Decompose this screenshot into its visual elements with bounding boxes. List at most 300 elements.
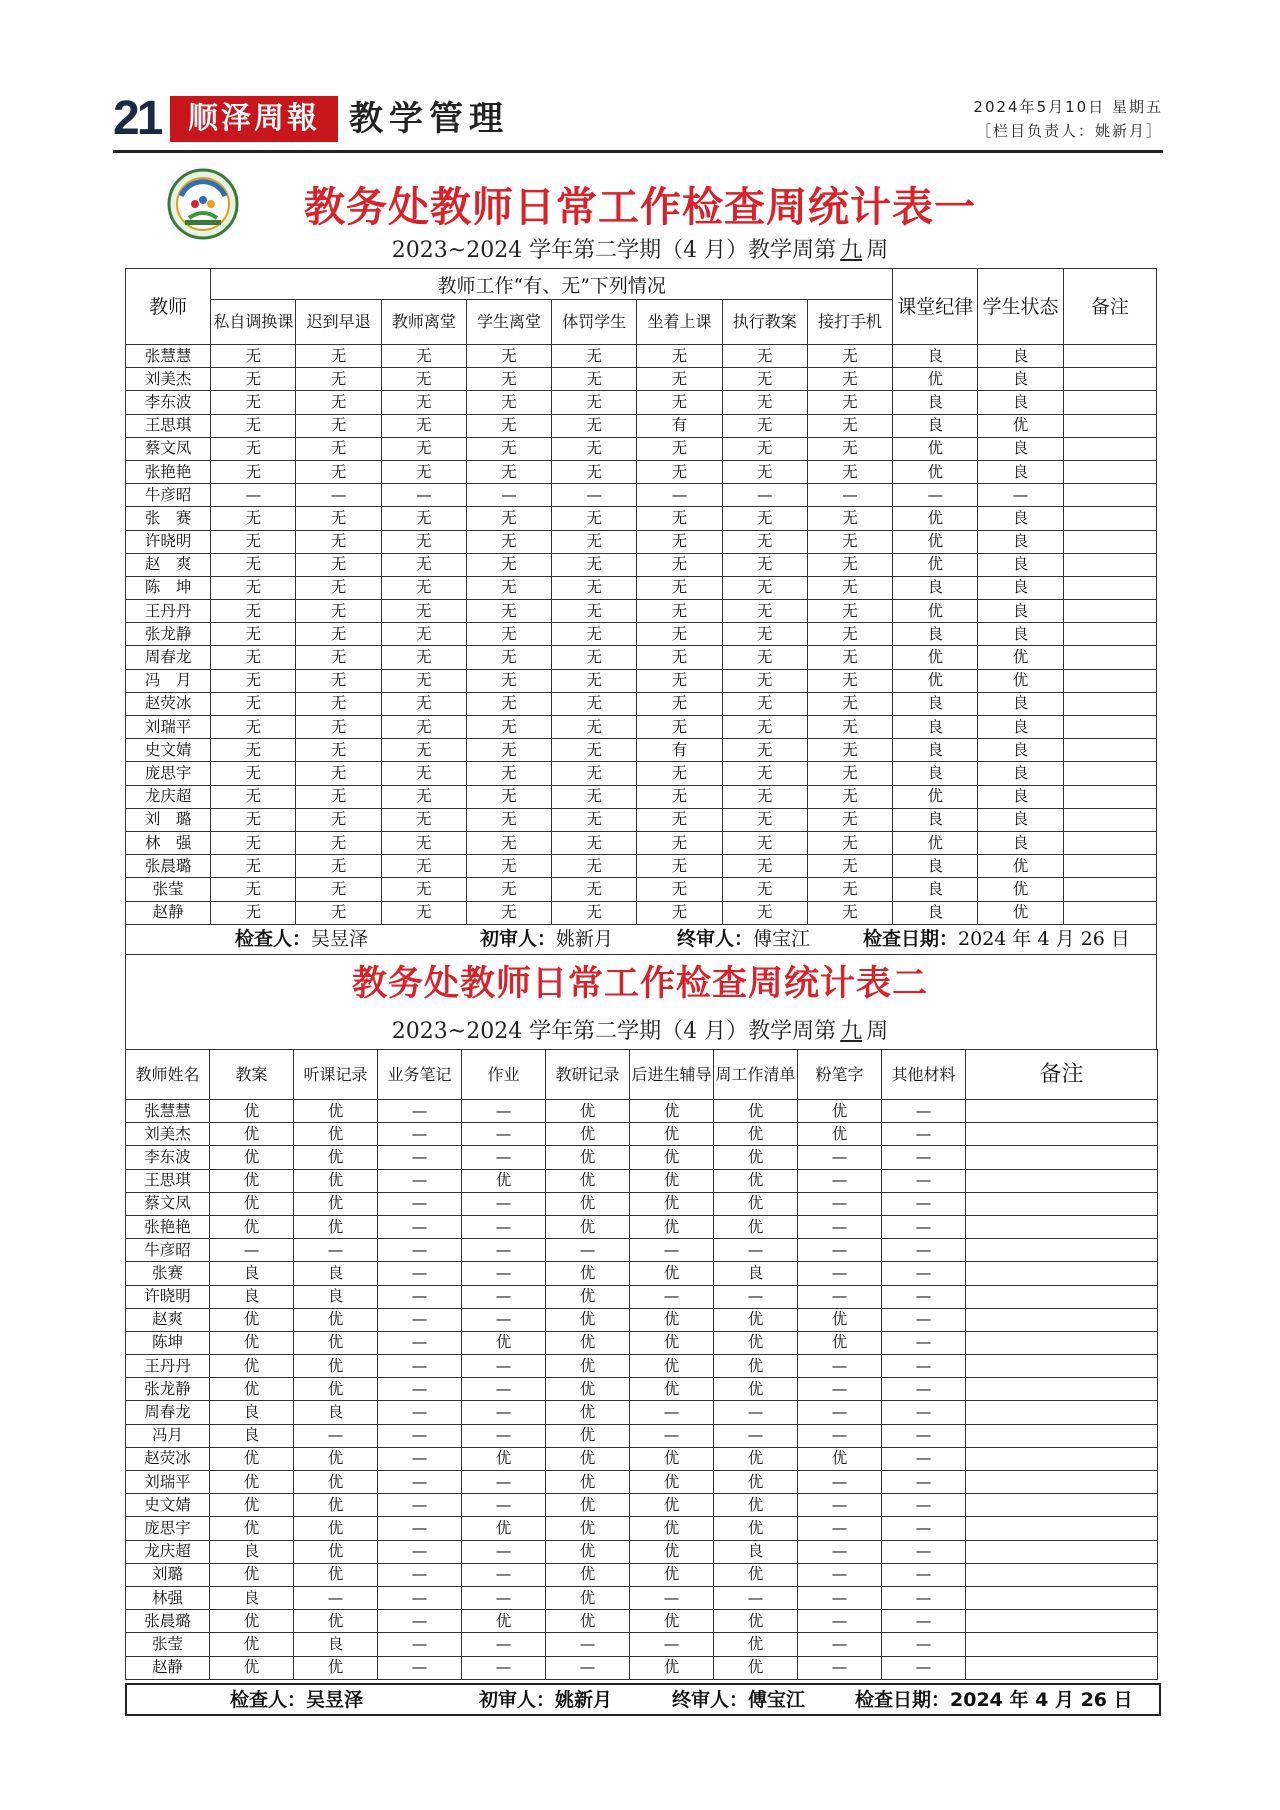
table-cell: 无 <box>552 414 637 437</box>
table-cell: 优 <box>714 1123 798 1146</box>
table-cell: 优 <box>893 831 978 854</box>
table-cell: 无 <box>807 437 892 460</box>
table-cell: 良 <box>893 739 978 762</box>
table-cell: 优 <box>294 1308 378 1331</box>
check-date-label: 检查日期： <box>863 928 959 950</box>
table-cell: 良 <box>210 1586 294 1609</box>
table-cell: 无 <box>637 623 722 646</box>
teacher-name-cell: 陈坤 <box>126 1331 210 1354</box>
first-reviewer-name: 姚新月 <box>555 1689 613 1711</box>
table-cell: 无 <box>722 530 807 553</box>
table-cell: 优 <box>210 1215 294 1238</box>
table-cell: 无 <box>807 785 892 808</box>
table-cell: 无 <box>466 623 551 646</box>
table-cell: 优 <box>714 1563 798 1586</box>
group-header: 教师工作“有、无”下列情况 <box>211 269 893 300</box>
table-cell: — <box>378 1169 462 1192</box>
table-cell: — <box>798 1517 882 1540</box>
table-cell <box>966 1424 1158 1447</box>
table-cell: 无 <box>211 414 296 437</box>
table-cell: 无 <box>296 762 381 785</box>
table-cell: 无 <box>381 437 466 460</box>
table-cell: 无 <box>296 855 381 878</box>
table-cell: 优 <box>546 1586 630 1609</box>
table-cell: 无 <box>381 530 466 553</box>
table-cell: — <box>714 1401 798 1424</box>
table-cell: 无 <box>296 345 381 368</box>
table-cell: 无 <box>466 831 551 854</box>
table-cell: 优 <box>630 1262 714 1285</box>
table-cell: 优 <box>546 1123 630 1146</box>
table-cell: — <box>882 1633 966 1656</box>
table-cell: 优 <box>630 1517 714 1540</box>
table-cell: — <box>378 1401 462 1424</box>
table-cell: 无 <box>552 692 637 715</box>
teacher-name-cell: 牛彦昭 <box>126 1239 210 1262</box>
teacher-name-cell: 赵静 <box>126 901 211 924</box>
table1-title: 教务处教师日常工作检查周统计表一 <box>304 183 976 231</box>
table-cell: 无 <box>637 391 722 414</box>
table-cell <box>1063 878 1156 901</box>
table-row <box>126 1308 1158 1331</box>
table-cell: — <box>294 1424 378 1447</box>
table-cell <box>966 1378 1158 1401</box>
table-cell: 优 <box>294 1355 378 1378</box>
table-cell: 优 <box>714 1378 798 1401</box>
table-cell: 无 <box>296 391 381 414</box>
table-cell: 无 <box>466 808 551 831</box>
table-cell: 无 <box>637 368 722 391</box>
table-row <box>126 1285 1158 1308</box>
table-cell: 无 <box>722 391 807 414</box>
table-row <box>126 716 1157 739</box>
table-cell: 有 <box>637 739 722 762</box>
table-cell: 优 <box>294 1563 378 1586</box>
table-cell: 无 <box>381 855 466 878</box>
table-cell: — <box>378 1192 462 1215</box>
table-cell: 无 <box>552 901 637 924</box>
table-cell: — <box>882 1146 966 1169</box>
check-date: 2024 年 4 月 26 日 <box>958 928 1130 950</box>
teacher-name-cell: 赵爽 <box>126 1308 210 1331</box>
table-cell: 良 <box>978 762 1063 785</box>
table-cell: 优 <box>714 1494 798 1517</box>
header-col: 业务笔记 <box>378 1050 462 1100</box>
teacher-name-cell: 林强 <box>126 1586 210 1609</box>
table-cell: — <box>462 1100 546 1123</box>
table-cell: 无 <box>381 345 466 368</box>
table-row <box>126 1215 1158 1238</box>
teacher-name-cell: 蔡文凤 <box>126 437 211 460</box>
table-cell: 无 <box>296 831 381 854</box>
table-cell: 无 <box>381 460 466 483</box>
weekly-check-table-2 <box>125 1049 1158 1680</box>
table-cell: 无 <box>296 553 381 576</box>
table-row <box>126 507 1157 530</box>
table-cell: 有 <box>637 414 722 437</box>
table-cell: — <box>378 1355 462 1378</box>
teacher-name-cell: 冯月 <box>126 1424 210 1447</box>
table-cell: 良 <box>978 460 1063 483</box>
table-cell: 无 <box>722 739 807 762</box>
inspector-name: 吴昱泽 <box>306 1689 364 1711</box>
table-cell: — <box>798 1656 882 1679</box>
table-cell: 无 <box>637 553 722 576</box>
table-cell: — <box>462 1146 546 1169</box>
table-cell: 无 <box>637 669 722 692</box>
table-cell: — <box>882 1308 966 1331</box>
table-cell: — <box>798 1146 882 1169</box>
table-cell: — <box>630 1285 714 1308</box>
table-cell: — <box>378 1471 462 1494</box>
table-cell: 无 <box>722 785 807 808</box>
table-cell: — <box>378 1331 462 1354</box>
table1-subtitle-suffix: 周 <box>866 238 889 263</box>
table-cell: 优 <box>294 1169 378 1192</box>
table-cell: 优 <box>210 1633 294 1656</box>
table-cell: 无 <box>722 831 807 854</box>
table-cell: 优 <box>978 414 1063 437</box>
table-cell: 优 <box>294 1494 378 1517</box>
table-cell: — <box>714 1285 798 1308</box>
table-cell: 优 <box>714 1633 798 1656</box>
header-col: 备注 <box>966 1050 1158 1100</box>
table-cell: 优 <box>630 1123 714 1146</box>
table-cell: 无 <box>211 808 296 831</box>
table-cell: 优 <box>630 1563 714 1586</box>
table-cell: 无 <box>807 808 892 831</box>
table-cell: 无 <box>466 739 551 762</box>
table-cell: 无 <box>552 623 637 646</box>
table-row <box>126 1610 1158 1633</box>
table-cell: — <box>462 1215 546 1238</box>
table2-week: 九 <box>840 1019 863 1044</box>
table-row <box>126 831 1157 854</box>
table-cell: 无 <box>211 507 296 530</box>
table-cell: 无 <box>722 646 807 669</box>
table-cell: 无 <box>807 855 892 878</box>
table-cell: 无 <box>552 345 637 368</box>
table-cell: 无 <box>552 739 637 762</box>
table-cell: 优 <box>893 368 978 391</box>
table-cell: — <box>882 1586 966 1609</box>
table-cell: 优 <box>893 437 978 460</box>
table-cell: 无 <box>466 692 551 715</box>
teacher-name-cell: 张莹 <box>126 878 211 901</box>
table-cell <box>966 1517 1158 1540</box>
table-cell: 良 <box>978 576 1063 599</box>
teacher-name-cell: 庞思宇 <box>126 762 211 785</box>
table-cell: 优 <box>714 1146 798 1169</box>
table-cell: 优 <box>630 1100 714 1123</box>
table-cell: 无 <box>637 762 722 785</box>
table-cell: — <box>882 1169 966 1192</box>
teacher-name-cell: 史文婧 <box>126 1494 210 1517</box>
table-cell <box>1063 345 1156 368</box>
table-cell: 无 <box>722 808 807 831</box>
table-cell: 无 <box>296 901 381 924</box>
issue-date: 2024年5月10日 星期五 <box>973 98 1163 116</box>
frame-right-sign <box>1156 924 1157 954</box>
table-row <box>126 368 1157 391</box>
table-cell: — <box>466 484 551 507</box>
table-cell: 优 <box>546 1308 630 1331</box>
table-cell: — <box>882 1563 966 1586</box>
table-row <box>126 1331 1158 1354</box>
teacher-name-cell: 赵荧冰 <box>126 1447 210 1470</box>
table-cell: 良 <box>210 1262 294 1285</box>
final-reviewer-label: 终审人： <box>677 928 754 950</box>
teacher-name-cell: 龙庆超 <box>126 1540 210 1563</box>
table-cell <box>1063 460 1156 483</box>
table-cell: 无 <box>637 878 722 901</box>
table-row <box>126 646 1157 669</box>
table-cell <box>966 1215 1158 1238</box>
header-col: 听课记录 <box>294 1050 378 1100</box>
table-cell: 无 <box>381 739 466 762</box>
table-cell: 优 <box>546 1100 630 1123</box>
table-cell: 无 <box>296 437 381 460</box>
table-cell: 优 <box>546 1146 630 1169</box>
table-row <box>126 1401 1158 1424</box>
table-cell: 优 <box>714 1169 798 1192</box>
table-cell: — <box>882 1471 966 1494</box>
table-cell: 良 <box>978 785 1063 808</box>
table-cell: 优 <box>210 1517 294 1540</box>
table-cell: 无 <box>211 785 296 808</box>
table-cell: — <box>893 484 978 507</box>
table-cell: 无 <box>296 692 381 715</box>
table-cell: 无 <box>466 785 551 808</box>
table-cell: 无 <box>552 831 637 854</box>
table-cell: 优 <box>546 1471 630 1494</box>
table-row <box>126 1146 1158 1169</box>
table-cell: 优 <box>546 1540 630 1563</box>
table-row <box>126 1239 1158 1262</box>
table-cell: 无 <box>296 716 381 739</box>
table-cell: — <box>462 1540 546 1563</box>
teacher-name-cell: 龙庆超 <box>126 785 211 808</box>
table-cell: 无 <box>466 368 551 391</box>
table-cell: 优 <box>893 669 978 692</box>
table-cell: — <box>798 1401 882 1424</box>
table-cell: 良 <box>893 692 978 715</box>
teacher-name-cell: 张晨璐 <box>126 1610 210 1633</box>
table-cell: 优 <box>714 1331 798 1354</box>
table-cell: 良 <box>978 437 1063 460</box>
table-cell: 无 <box>381 646 466 669</box>
table-cell: — <box>798 1262 882 1285</box>
table-cell: 优 <box>714 1517 798 1540</box>
table-cell: 无 <box>296 530 381 553</box>
table-cell: 优 <box>462 1517 546 1540</box>
final-reviewer-name: 傅宝江 <box>753 928 811 950</box>
table-cell: 优 <box>294 1656 378 1679</box>
table-cell: 无 <box>722 507 807 530</box>
inspector-name: 吴昱泽 <box>311 928 369 950</box>
table-cell: 无 <box>637 460 722 483</box>
table-row <box>126 1123 1158 1146</box>
table-cell: — <box>462 1355 546 1378</box>
table-cell: 优 <box>893 507 978 530</box>
table-cell: — <box>462 1308 546 1331</box>
table-cell: 优 <box>294 1123 378 1146</box>
table-cell: 优 <box>978 669 1063 692</box>
teacher-name-cell: 周春龙 <box>126 1401 210 1424</box>
table-cell: 良 <box>210 1401 294 1424</box>
table-cell: 优 <box>210 1355 294 1378</box>
table-cell: — <box>378 1540 462 1563</box>
table-cell: 优 <box>714 1215 798 1238</box>
teacher-name-cell: 赵荧冰 <box>126 692 211 715</box>
table2-subtitle-suffix: 周 <box>866 1019 889 1044</box>
table-row <box>126 1378 1158 1401</box>
table-cell: 优 <box>210 1378 294 1401</box>
table-cell: — <box>378 1517 462 1540</box>
table-cell: 无 <box>466 460 551 483</box>
table-cell: 优 <box>462 1331 546 1354</box>
table-cell: 优 <box>210 1610 294 1633</box>
table-cell: 良 <box>893 414 978 437</box>
teacher-name-cell: 李东波 <box>126 1146 210 1169</box>
table-cell: — <box>882 1447 966 1470</box>
table-cell: 优 <box>630 1215 714 1238</box>
teacher-name-cell: 王丹丹 <box>126 600 211 623</box>
table-cell: — <box>798 1285 882 1308</box>
teacher-name-cell: 张 赛 <box>126 507 211 530</box>
final-reviewer-label: 终审人： <box>672 1689 749 1711</box>
table-cell: — <box>378 1378 462 1401</box>
table-cell: 优 <box>714 1355 798 1378</box>
table-cell: 无 <box>807 414 892 437</box>
table-cell: — <box>378 1215 462 1238</box>
table-cell: 无 <box>466 576 551 599</box>
teacher-name-cell: 牛彦昭 <box>126 484 211 507</box>
table-cell: — <box>798 1239 882 1262</box>
table-cell: 优 <box>630 1610 714 1633</box>
table-cell: 无 <box>637 808 722 831</box>
table-cell: 无 <box>296 646 381 669</box>
teacher-header: 教师姓名 <box>126 1050 210 1100</box>
table-cell: 优 <box>978 901 1063 924</box>
table-cell: — <box>798 1355 882 1378</box>
table-cell <box>1063 855 1156 878</box>
table-cell: 优 <box>630 1355 714 1378</box>
table2-subtitle <box>125 1017 1155 1047</box>
table-cell: — <box>882 1262 966 1285</box>
table-cell: — <box>462 1262 546 1285</box>
header-col: 其他材料 <box>882 1050 966 1100</box>
table-cell <box>966 1192 1158 1215</box>
frame-right <box>1156 954 1157 1049</box>
table-cell: 无 <box>466 414 551 437</box>
table-cell <box>1063 484 1156 507</box>
table-cell: 优 <box>978 646 1063 669</box>
table-cell: 优 <box>210 1447 294 1470</box>
table-cell: — <box>378 1424 462 1447</box>
table-cell: 无 <box>211 530 296 553</box>
table-cell: — <box>798 1586 882 1609</box>
table-cell <box>966 1100 1158 1123</box>
table-row <box>126 1563 1158 1586</box>
table-cell: — <box>462 1586 546 1609</box>
subheader-col: 执行教案 <box>722 300 807 345</box>
table-cell: 优 <box>546 1378 630 1401</box>
table-cell: 优 <box>546 1331 630 1354</box>
table-cell: 优 <box>210 1169 294 1192</box>
table-cell: 无 <box>807 600 892 623</box>
table-cell: — <box>630 1401 714 1424</box>
table-cell: 优 <box>546 1285 630 1308</box>
table-cell: 无 <box>381 553 466 576</box>
table-row <box>126 785 1157 808</box>
table-cell: 无 <box>807 646 892 669</box>
table-row <box>126 669 1157 692</box>
subheader-col: 学生离堂 <box>466 300 551 345</box>
table-cell: 无 <box>466 507 551 530</box>
table-cell: 无 <box>722 368 807 391</box>
table-cell: 无 <box>466 855 551 878</box>
table-cell: 良 <box>893 901 978 924</box>
table-row <box>126 1586 1158 1609</box>
table-row <box>126 484 1157 507</box>
table-cell: — <box>378 1262 462 1285</box>
table-cell: 无 <box>296 600 381 623</box>
frame-left-sign <box>125 924 126 954</box>
table-cell: 无 <box>637 576 722 599</box>
teacher-name-cell: 李东波 <box>126 391 211 414</box>
table-row <box>126 855 1157 878</box>
table-cell: 无 <box>466 530 551 553</box>
teacher-name-cell: 张艳艳 <box>126 460 211 483</box>
table-cell: 无 <box>552 368 637 391</box>
table-cell: 优 <box>893 785 978 808</box>
table-cell <box>966 1355 1158 1378</box>
remarks-header: 备注 <box>1063 269 1156 345</box>
table-cell: — <box>882 1401 966 1424</box>
table-cell: 优 <box>714 1471 798 1494</box>
table-cell: 无 <box>211 878 296 901</box>
table-cell: — <box>882 1239 966 1262</box>
table-cell: 无 <box>807 716 892 739</box>
table-cell: — <box>296 484 381 507</box>
table-cell: 优 <box>630 1331 714 1354</box>
table-cell: — <box>714 1424 798 1447</box>
teacher-name-cell: 张龙静 <box>126 623 211 646</box>
table-cell: 无 <box>211 901 296 924</box>
column-editor: ［栏目负责人：姚新月］ <box>975 122 1163 140</box>
table-cell: 优 <box>714 1610 798 1633</box>
table-cell <box>1063 762 1156 785</box>
table-cell: 无 <box>211 855 296 878</box>
table-row <box>126 553 1157 576</box>
table-cell: — <box>630 1239 714 1262</box>
table-row <box>126 739 1157 762</box>
table-cell: 良 <box>978 692 1063 715</box>
table-cell <box>966 1633 1158 1656</box>
table-cell: 无 <box>211 553 296 576</box>
table-cell: 优 <box>978 878 1063 901</box>
table-cell: 无 <box>722 576 807 599</box>
table-cell <box>966 1447 1158 1470</box>
table-row <box>126 878 1157 901</box>
table-row <box>126 576 1157 599</box>
table-cell <box>966 1540 1158 1563</box>
table-cell: 优 <box>893 460 978 483</box>
table-cell: — <box>378 1123 462 1146</box>
table-cell: 优 <box>630 1169 714 1192</box>
table-cell: — <box>294 1239 378 1262</box>
